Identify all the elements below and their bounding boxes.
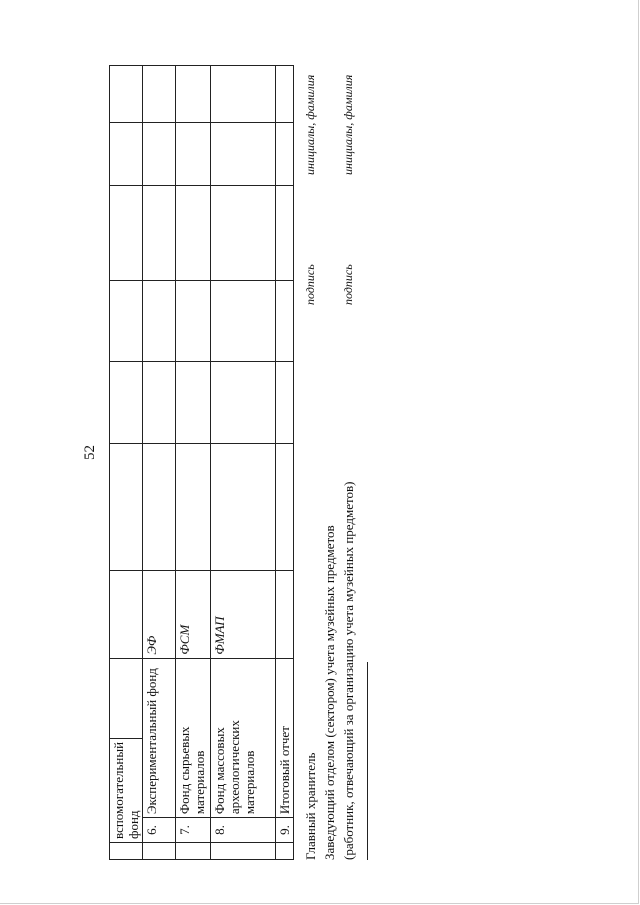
table-cell-empty bbox=[276, 66, 294, 123]
table-row bbox=[176, 66, 211, 860]
section-label: вспомогательный фонд bbox=[111, 741, 141, 839]
signature-row bbox=[340, 60, 357, 860]
fund-name: Экспериментальный фонд bbox=[143, 658, 176, 817]
signature-row bbox=[302, 60, 319, 860]
table-row bbox=[143, 66, 176, 860]
table-cell-empty bbox=[110, 185, 143, 280]
table-cell-empty bbox=[110, 444, 143, 570]
table-cell-empty bbox=[276, 123, 294, 186]
table-cell-empty bbox=[176, 123, 211, 186]
table-cell-empty bbox=[176, 361, 211, 444]
row-number: 9. bbox=[276, 818, 294, 843]
signature-placeholder: подпись bbox=[303, 264, 317, 305]
table-cell-empty bbox=[143, 361, 176, 444]
table-cell-empty bbox=[176, 444, 211, 570]
row-number: 7. bbox=[176, 818, 211, 843]
table-cell-empty bbox=[110, 66, 143, 123]
table-cell-empty bbox=[176, 842, 211, 859]
row-number: 6. bbox=[143, 818, 176, 843]
table-cell-empty bbox=[176, 66, 211, 123]
fund-name: Итоговый отчет bbox=[276, 658, 294, 817]
table-cell-empty bbox=[276, 842, 294, 859]
page-number: 52 bbox=[82, 445, 98, 460]
name-placeholder: инициалы, фамилия bbox=[303, 74, 317, 175]
table-cell-empty bbox=[110, 842, 143, 859]
table-cell-empty bbox=[143, 66, 176, 123]
fund-name: Фонд сырьевых материалов bbox=[176, 658, 211, 817]
rotated-page-content bbox=[20, 65, 620, 885]
table-cell-empty bbox=[143, 123, 176, 186]
table-cell-empty bbox=[276, 185, 294, 280]
table-cell-empty bbox=[211, 123, 276, 186]
signatory-title: (работник, отвечающий за организацию учета музейных предметов) bbox=[341, 481, 356, 860]
table-cell-empty bbox=[276, 444, 294, 570]
name-placeholder: инициалы, фамилия bbox=[341, 74, 355, 175]
table-cell-empty bbox=[110, 570, 143, 658]
signature-placeholder: подпись bbox=[341, 264, 355, 305]
table-cell-empty bbox=[176, 185, 211, 280]
table-cell-empty bbox=[143, 444, 176, 570]
fund-code bbox=[276, 570, 294, 658]
museum-fund-register-table bbox=[109, 65, 294, 860]
table-cell-empty bbox=[143, 842, 176, 859]
table-row bbox=[110, 66, 143, 860]
table-row bbox=[276, 66, 294, 860]
table-cell-empty bbox=[211, 444, 276, 570]
table-cell-empty bbox=[110, 361, 143, 444]
fund-name: Фонд массовых археологических материалов bbox=[211, 658, 276, 817]
signatory-title: Заведующий отделом (сектором) учета музейных предметов bbox=[322, 525, 337, 860]
table-cell-empty bbox=[176, 281, 211, 362]
fund-code: ФСМ bbox=[176, 570, 211, 658]
signature-block bbox=[302, 60, 359, 860]
fund-code: ФМАП bbox=[211, 570, 276, 658]
row-number: 8. bbox=[211, 818, 276, 843]
signature-row bbox=[321, 60, 338, 860]
table-cell-empty bbox=[143, 281, 176, 362]
table-cell-empty bbox=[211, 185, 276, 280]
table-cell-empty bbox=[110, 281, 143, 362]
table-cell-empty bbox=[211, 66, 276, 123]
signatory-title: Главный хранитель bbox=[303, 752, 318, 860]
table-cell-empty bbox=[276, 281, 294, 362]
fund-code: ЭФ bbox=[143, 570, 176, 658]
table-cell-empty bbox=[143, 185, 176, 280]
table-cell-empty bbox=[211, 842, 276, 859]
table-cell-empty bbox=[276, 361, 294, 444]
table-cell-empty bbox=[211, 361, 276, 444]
table-cell-empty bbox=[110, 658, 143, 738]
table-row bbox=[211, 66, 276, 860]
table-cell-section-label bbox=[110, 738, 143, 842]
table-cell-empty bbox=[110, 123, 143, 186]
horizontal-rule bbox=[367, 662, 368, 860]
table-cell-empty bbox=[211, 281, 276, 362]
